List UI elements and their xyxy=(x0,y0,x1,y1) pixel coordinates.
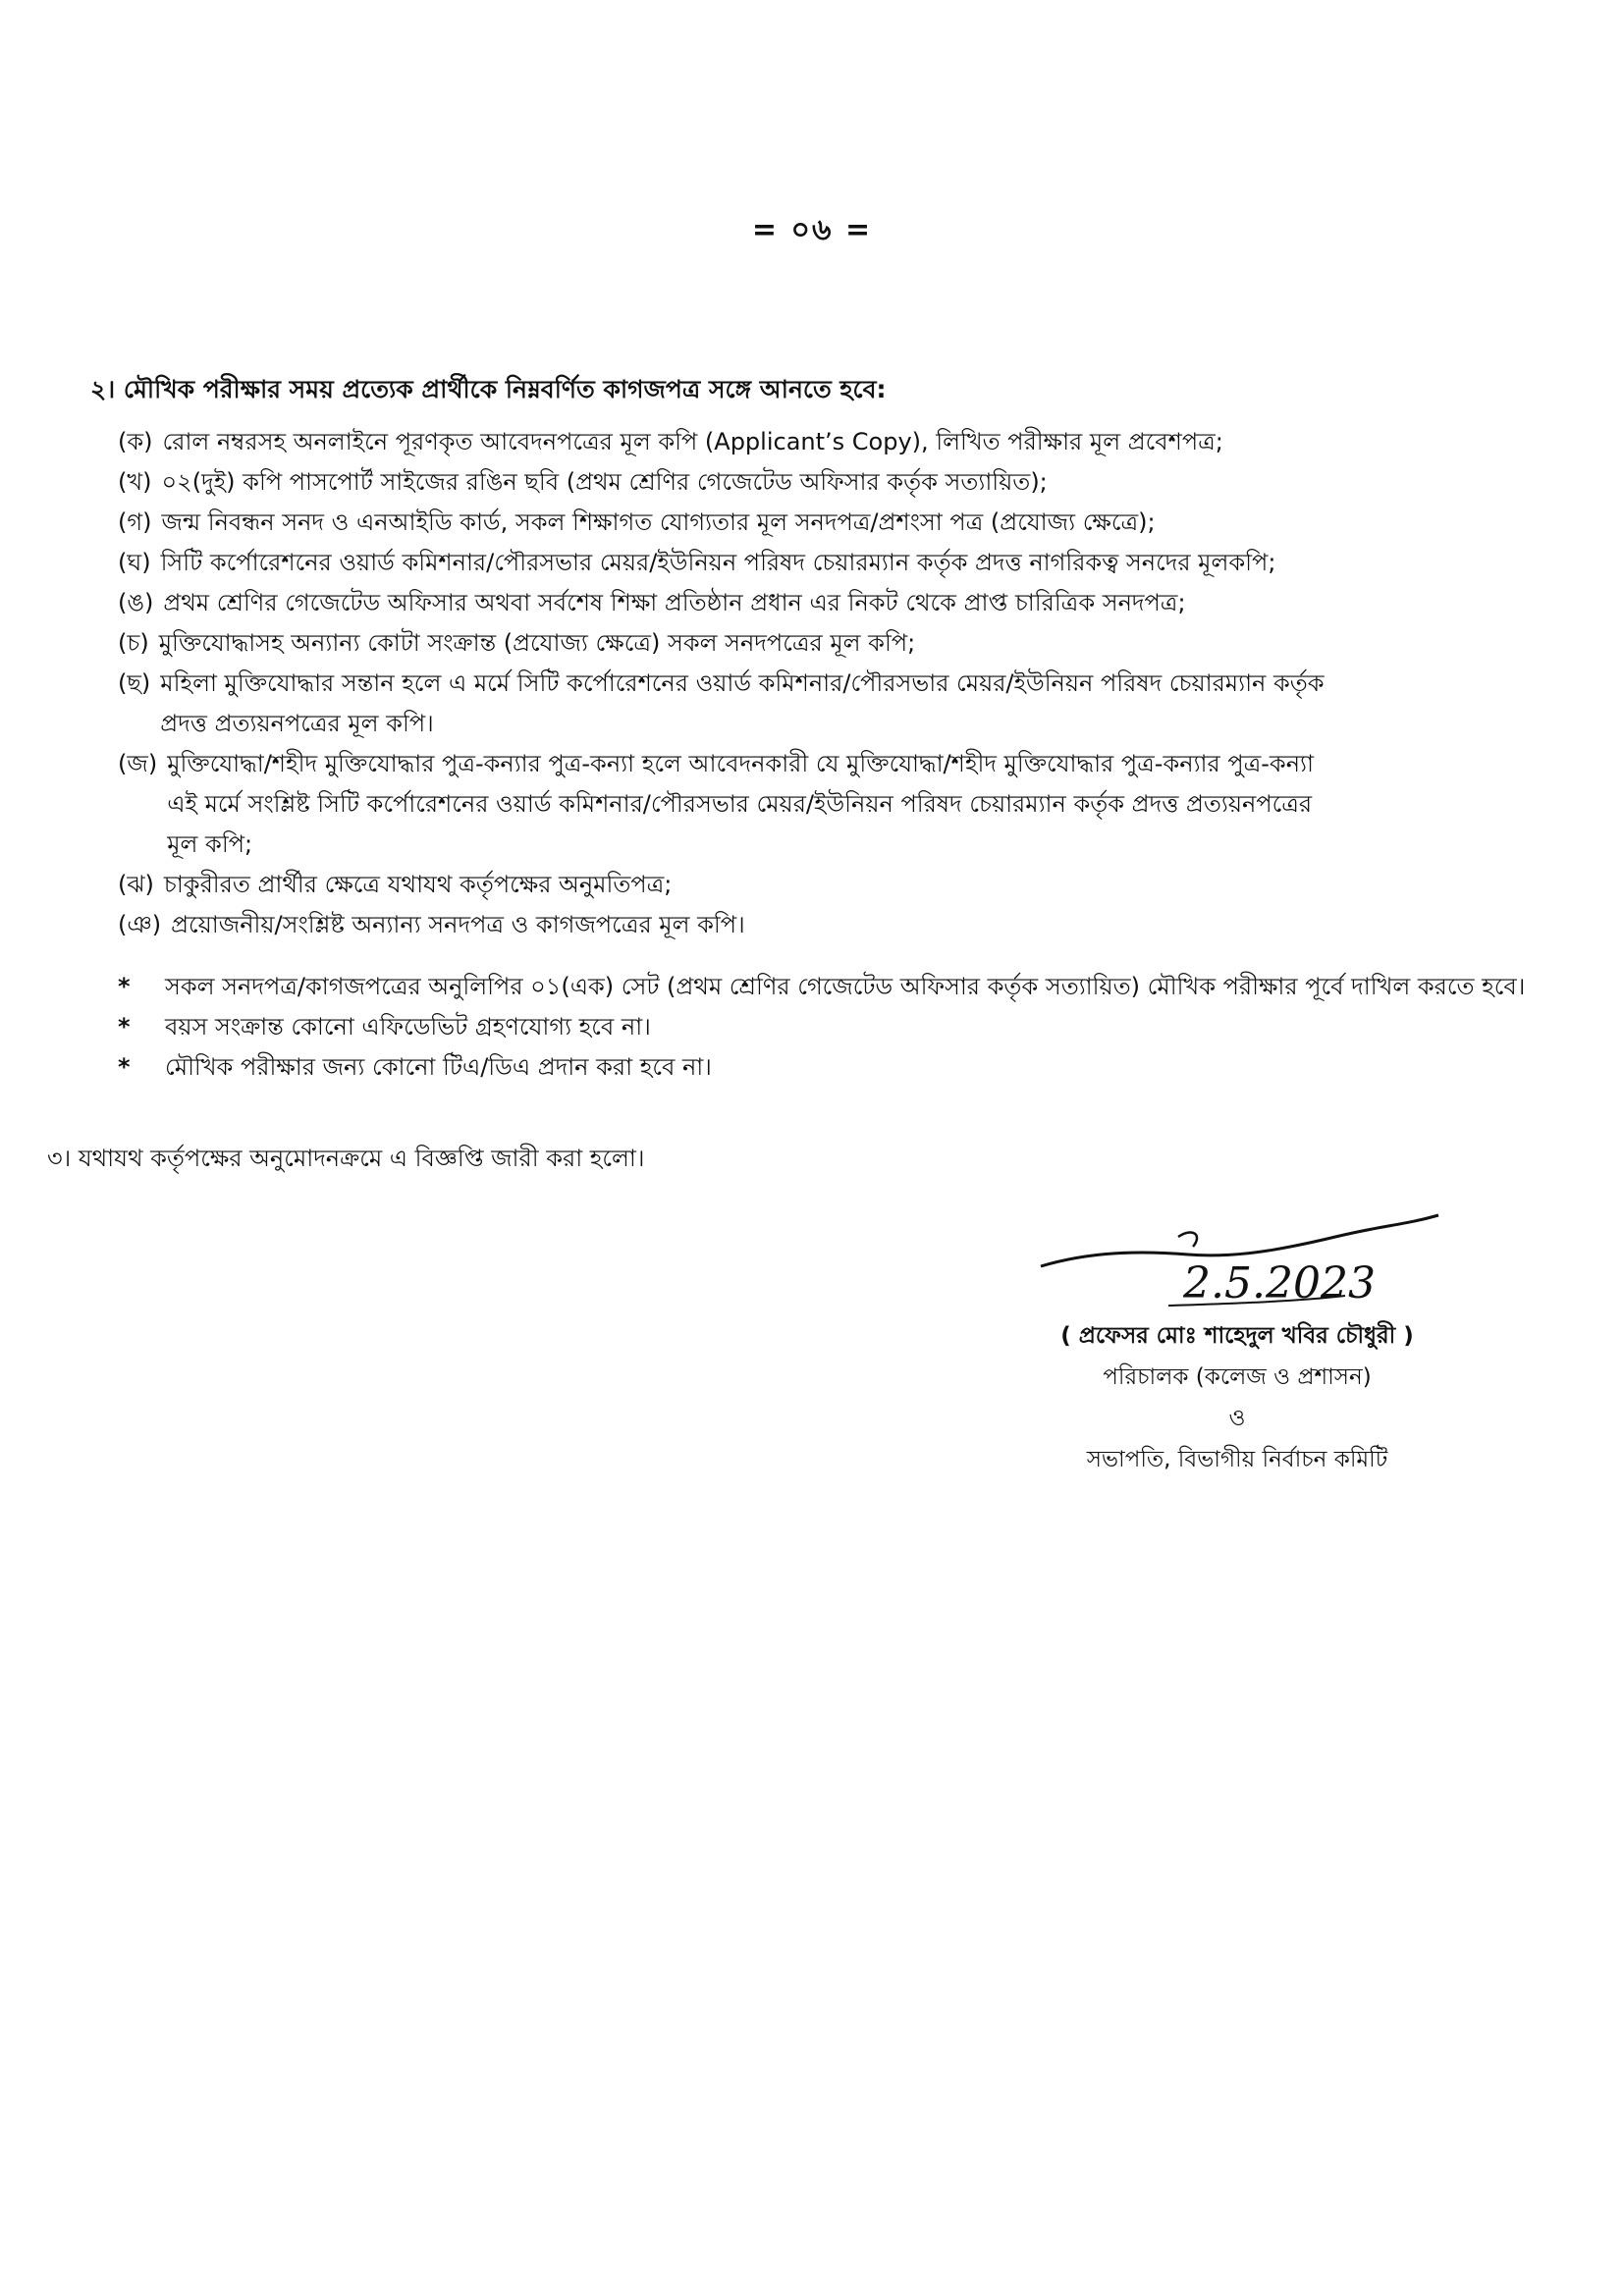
document-item-text xyxy=(171,905,1551,945)
required-documents-list xyxy=(118,422,1551,945)
note-item xyxy=(118,967,1571,1007)
document-item xyxy=(118,905,1551,945)
document-item-label: (ঝ) xyxy=(118,871,154,898)
document-item xyxy=(118,583,1551,623)
document-item-line: রোল নম্বরসহ অনলাইনে পূরণকৃত আবেদনপত্রের মূল কপি (Applicant’s Copy), লিখিত পরীক্ষার মূল প্রবেশপত্র; xyxy=(162,428,1223,455)
document-item-text xyxy=(162,462,1552,503)
section-3-text: ৩। যথাযথ কর্তৃপক্ষের অনুমোদনক্রমে এ বিজ্ঞপ্তি জারী করা হলো। xyxy=(47,1145,645,1172)
document-item xyxy=(118,503,1551,543)
document-item-line: জন্ম নিবন্ধন সনদ ও এনআইডি কার্ড, সকল শিক্ষাগত যোগ্যতার মূল সনদপত্র/প্রশংসা পত্র (প্রযোজ্য ক্ষেত্রে); xyxy=(161,508,1156,536)
handwritten-signature xyxy=(1021,1207,1453,1315)
document-item-line: এই মর্মে সংশ্লিষ্ট সিটি কর্পোরেশনের ওয়ার্ড কমিশনার/পৌরসভার মেয়র/ইউনিয়ন পরিষদ চেয়ারম্যান কর্তৃক প্রদত্ত প্রত্যয়নপত্রের xyxy=(167,790,1313,818)
document-item-line: প্রয়োজনীয়/সংশ্লিষ্ট অন্যান্য সনদপত্র ও কাগজপত্রের মূল কপি। xyxy=(171,911,745,938)
note-item xyxy=(118,1047,1571,1088)
document-item-line: মহিলা মুক্তিযোদ্ধার সন্তান হলে এ মর্মে সিটি কর্পোরেশনের ওয়ার্ড কমিশনার/পৌরসভার মেয়র/ইউনিয়ন পরিষদ চেয়ারম্যান কর্তৃক xyxy=(160,669,1325,697)
signer-committee: সভাপতি, বিভাগীয় নির্বাচন কমিটি xyxy=(1086,1447,1388,1472)
document-item-line: সিটি কর্পোরেশনের ওয়ার্ড কমিশনার/পৌরসভার মেয়র/ইউনিয়ন পরিষদ চেয়ারম্যান কর্তৃক প্রদত্ত নাগরিকত্ব সনদের মূলকপি; xyxy=(160,549,1276,576)
document-item-text xyxy=(159,623,1551,664)
section-2-heading: ২। মৌখিক পরীক্ষার সময় প্রত্যেক প্রার্থীকে নিম্নবর্ণিত কাগজপত্র সঙ্গে আনতে হবে: xyxy=(90,375,887,403)
note-text: সকল সনদপত্র/কাগজপত্রের অনুলিপির ০১(এক) সেট (প্রথম শ্রেণির গেজেটেড অফিসার কর্তৃক সত্যায়িত) মৌখিক পরীক্ষার পূর্বে দাখিল করতে হবে। xyxy=(165,973,1526,1000)
document-item xyxy=(118,744,1551,865)
document-item xyxy=(118,422,1551,462)
document-item-text xyxy=(164,865,1551,905)
document-item-text xyxy=(163,583,1551,623)
asterisk-bullet: * xyxy=(118,1053,131,1081)
document-item-label: (খ) xyxy=(118,468,152,496)
note-item xyxy=(118,1007,1571,1047)
document-item xyxy=(118,623,1551,664)
signature-block xyxy=(1001,1207,1473,1480)
document-item-label: (গ) xyxy=(118,508,152,536)
asterisk-bullet: * xyxy=(118,1013,131,1041)
document-item xyxy=(118,462,1551,503)
page-number: = ০৬ = xyxy=(751,213,873,247)
note-text: মৌখিক পরীক্ষার জন্য কোনো টিএ/ডিএ প্রদান করা হবে না। xyxy=(165,1053,712,1081)
document-item-label: (ঞ) xyxy=(118,911,162,938)
document-item-text xyxy=(161,503,1551,543)
document-item xyxy=(118,865,1551,905)
document-item-label: (জ) xyxy=(118,750,158,777)
document-item xyxy=(118,543,1551,583)
asterisk-bullet: * xyxy=(118,973,131,1000)
document-item-label: (ঘ) xyxy=(118,549,151,576)
document-item-line: ০২(দুই) কপি পাসপোর্ট সাইজের রঙিন ছবি (প্রথম শ্রেণির গেজেটেড অফিসার কর্তৃক সত্যায়িত); xyxy=(161,468,1048,496)
document-item-line: প্রদত্ত প্রত্যয়নপত্রের মূল কপি। xyxy=(160,710,434,737)
document-item-line: প্রথম শ্রেণির গেজেটেড অফিসার অথবা সর্বশেষ শিক্ষা প্রতিষ্ঠান প্রধান এর নিকট থেকে প্রাপ্ত চারিত্রিক সনদপত্র; xyxy=(163,589,1186,616)
document-item-label: (ক) xyxy=(118,428,153,455)
signer-conjunction: ও xyxy=(1228,1406,1246,1431)
signer-designation: পরিচালক (কলেজ ও প্রশাসন) xyxy=(1103,1364,1372,1390)
note-text: বয়স সংক্রান্ত কোনো এফিডেভিট গ্রহণযোগ্য হবে না। xyxy=(165,1013,651,1041)
document-item-text xyxy=(161,543,1551,583)
signer-name: ( প্রফেসর মোঃ শাহেদুল খবির চৌধুরী ) xyxy=(1060,1323,1414,1349)
document-item-label: (ঙ) xyxy=(118,589,154,616)
document-item xyxy=(118,664,1551,744)
document-item-text xyxy=(160,664,1551,744)
document-item-line: মূল কপি; xyxy=(167,830,253,858)
notes-list xyxy=(118,967,1571,1088)
signature-date: 2.5.2023 xyxy=(1183,1258,1376,1308)
document-item-text xyxy=(163,422,1551,462)
document-item-line: মুক্তিযোদ্ধাসহ অন্যান্য কোটা সংক্রান্ত (প্রযোজ্য ক্ষেত্রে) সকল সনদপত্রের মূল কপি; xyxy=(158,629,916,657)
document-item-text xyxy=(167,744,1551,865)
document-item-label: (চ) xyxy=(118,629,149,657)
document-item-line: চাকুরীরত প্রার্থীর ক্ষেত্রে যথাযথ কর্তৃপক্ষের অনুমতিপত্র; xyxy=(163,871,673,898)
document-item-line: মুক্তিযোদ্ধা/শহীদ মুক্তিযোদ্ধার পুত্র-কন্যার পুত্র-কন্যা হলে আবেদনকারী যে মুক্তিযোদ্ধা/শহীদ মুক্তিযোদ্ধার পুত্র-কন্যার পুত্র-কন্যা xyxy=(167,750,1314,777)
document-item-label: (ছ) xyxy=(118,669,151,697)
